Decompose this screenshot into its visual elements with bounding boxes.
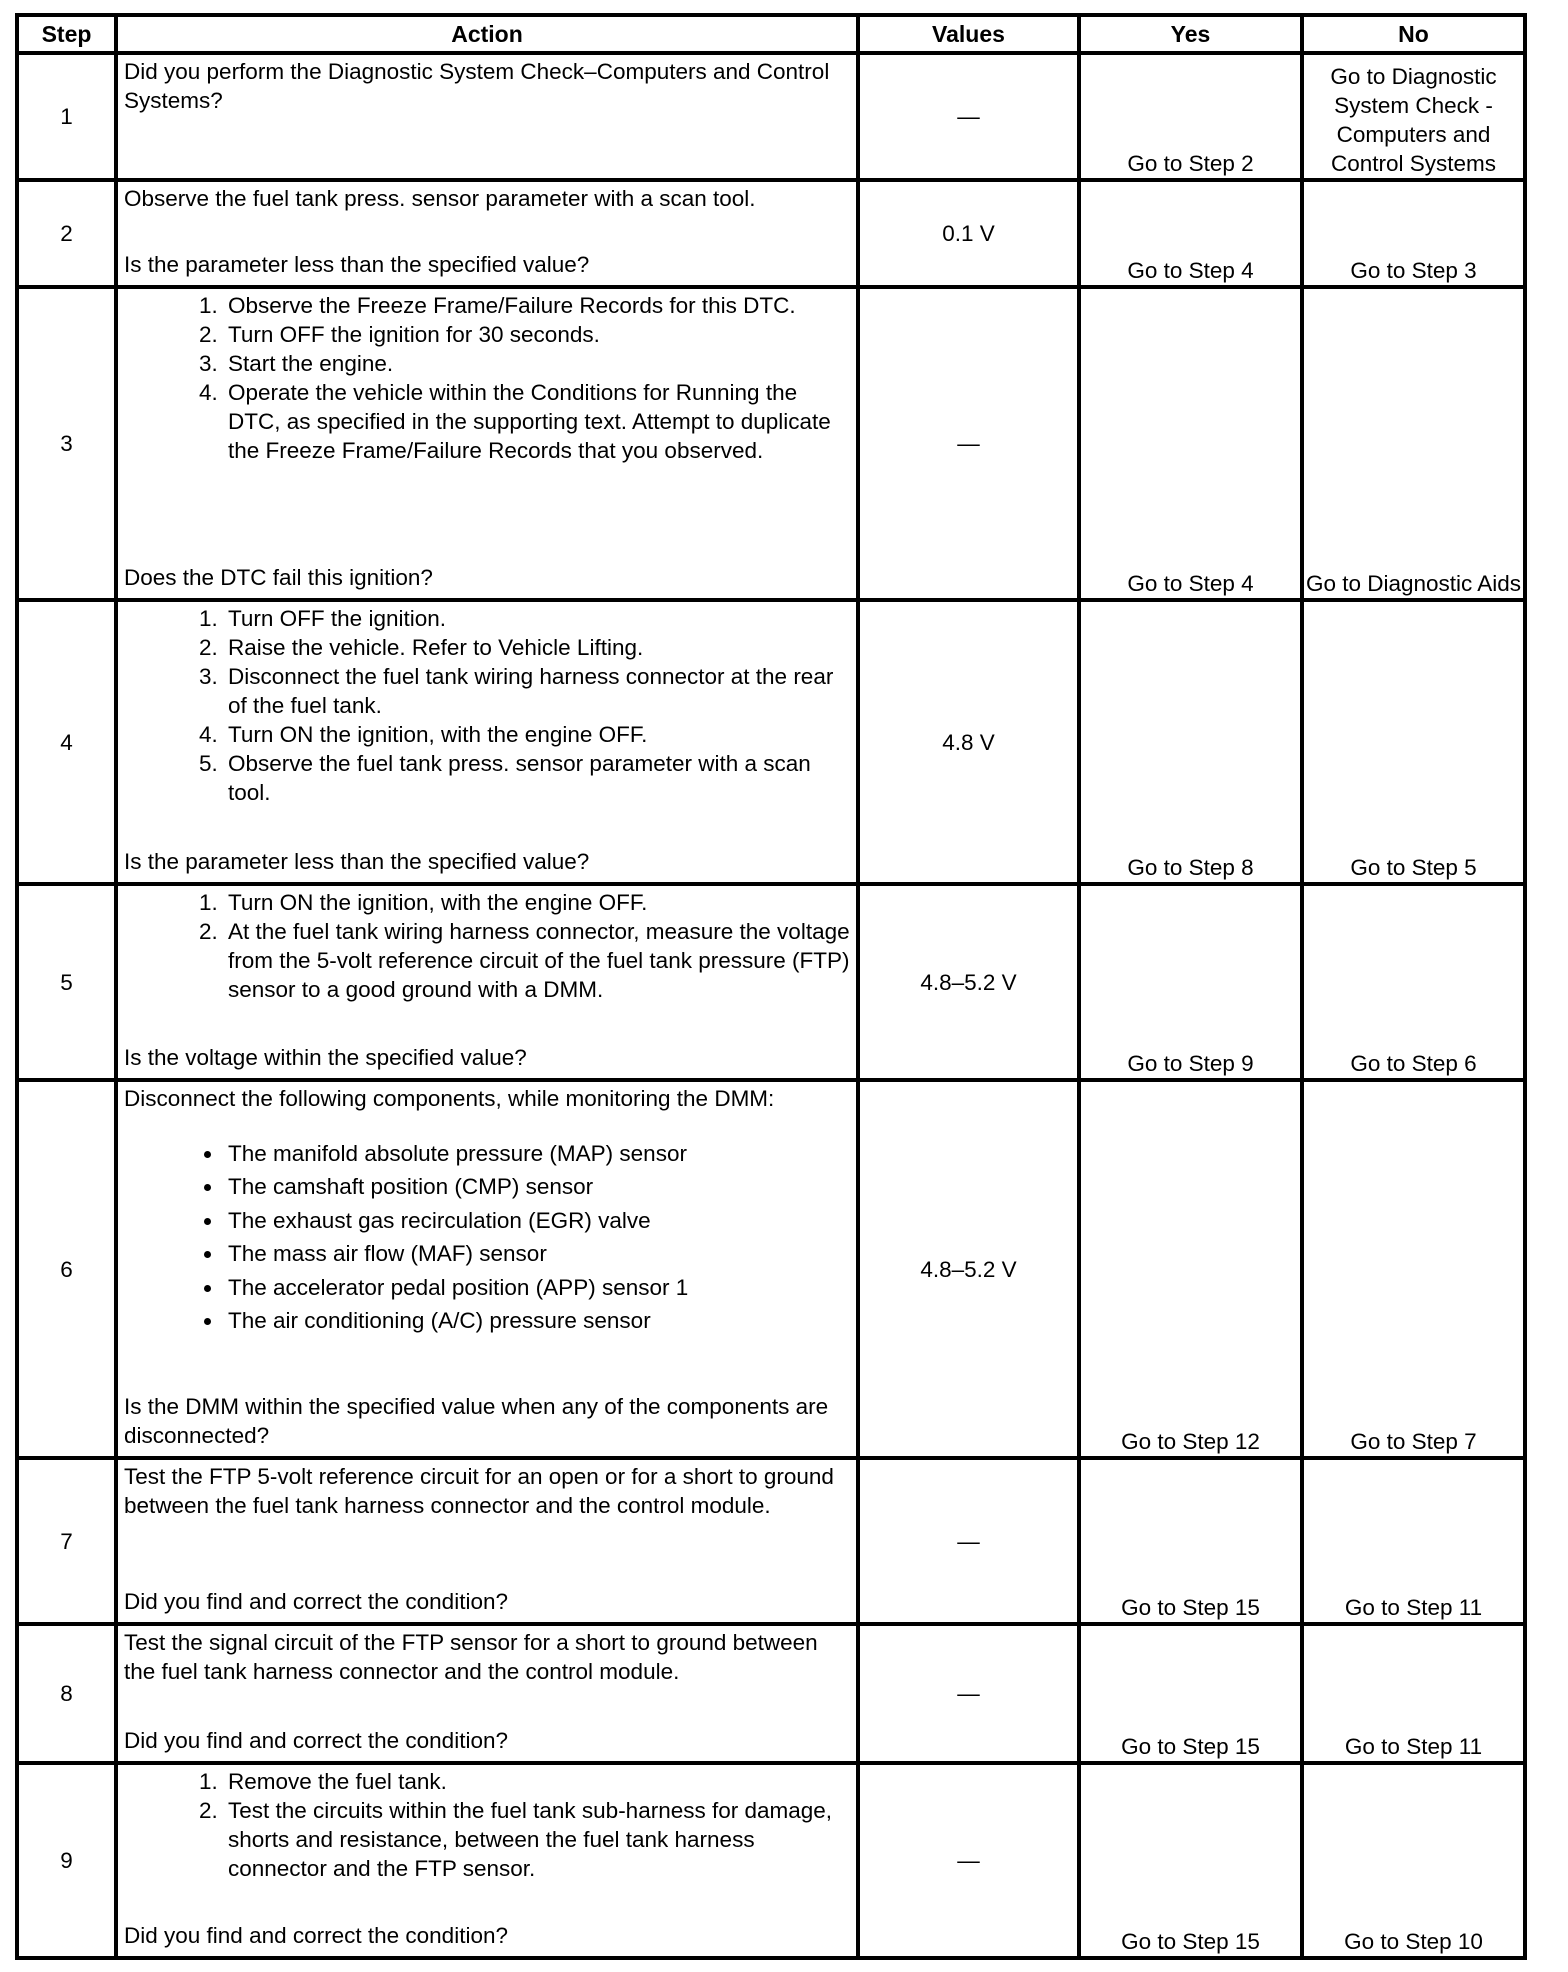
header-step: Step: [17, 15, 116, 53]
component-item: • The accelerator pedal position (APP) sensor 1: [224, 1271, 850, 1304]
action-content: [118, 1765, 856, 1952]
no-result: Go to Step 11: [1302, 1458, 1525, 1624]
action-content: [118, 1460, 856, 1618]
no-result: Go to Diagnostic Aids: [1302, 287, 1525, 600]
table-row: [17, 884, 1525, 1080]
action-question: Did you find and correct the condition?: [124, 1728, 508, 1753]
action-intro: Test the signal circuit of the FTP sensor for a short to ground between the fuel tank harness connector and the control module.: [124, 1630, 818, 1684]
component-item: • The manifold absolute pressure (MAP) sensor: [224, 1137, 850, 1170]
action-cell: [116, 1080, 858, 1458]
header-no: No: [1302, 15, 1525, 53]
numbered-step: 3. Disconnect the fuel tank wiring harness connector at the rear of the fuel tank.: [224, 662, 850, 720]
action-question: Did you find and correct the condition?: [124, 1589, 508, 1614]
action-instructions: [124, 57, 850, 115]
spec-value: —: [858, 1624, 1079, 1763]
action-content: [118, 1082, 856, 1452]
action-cell: [116, 287, 858, 600]
action-instructions: [124, 604, 850, 807]
no-result: Go to Step 7: [1302, 1080, 1525, 1458]
spec-value: 0.1 V: [858, 180, 1079, 287]
table-row: [17, 287, 1525, 600]
numbered-step: 5. Observe the fuel tank press. sensor parameter with a scan tool.: [224, 749, 850, 807]
numbered-steps: [124, 291, 850, 465]
action-question: Does the DTC fail this ignition?: [124, 565, 433, 590]
table-row: [17, 1763, 1525, 1958]
numbered-step: 1. Turn ON the ignition, with the engine OFF.: [224, 888, 850, 917]
action-cell: [116, 53, 858, 180]
no-result: Go to Step 5: [1302, 600, 1525, 884]
yes-result: Go to Step 15: [1079, 1458, 1302, 1624]
table-row: [17, 600, 1525, 884]
numbered-steps: [124, 1767, 850, 1883]
yes-result: Go to Step 8: [1079, 600, 1302, 884]
action-instructions: [124, 1628, 850, 1686]
spec-value: 4.8 V: [858, 600, 1079, 884]
action-content: [118, 55, 856, 174]
component-list: [124, 1137, 850, 1337]
step-number: 3: [17, 287, 116, 600]
action-instructions: [124, 1084, 850, 1363]
numbered-step: 1. Turn OFF the ignition.: [224, 604, 850, 633]
table-row: [17, 180, 1525, 287]
action-instructions: [124, 291, 850, 465]
step-number: 7: [17, 1458, 116, 1624]
no-result: Go to Step 6: [1302, 884, 1525, 1080]
action-instructions: [124, 1462, 850, 1520]
spec-value: —: [858, 53, 1079, 180]
step-number: 1: [17, 53, 116, 180]
header-row: [17, 15, 1525, 53]
table-row: [17, 1624, 1525, 1763]
no-result: Go to Step 10: [1302, 1763, 1525, 1958]
numbered-step: 1. Remove the fuel tank.: [224, 1767, 850, 1796]
action-question: Is the voltage within the specified value?: [124, 1045, 527, 1070]
numbered-step: 2. Turn OFF the ignition for 30 seconds.: [224, 320, 850, 349]
yes-result: Go to Step 4: [1079, 180, 1302, 287]
action-cell: [116, 1458, 858, 1624]
action-instructions: [124, 1767, 850, 1883]
action-content: [118, 289, 856, 594]
action-cell: [116, 1624, 858, 1763]
numbered-step: 4. Turn ON the ignition, with the engine OFF.: [224, 720, 850, 749]
action-content: [118, 886, 856, 1074]
action-cell: [116, 884, 858, 1080]
action-intro: Observe the fuel tank press. sensor parameter with a scan tool.: [124, 186, 756, 211]
action-content: [118, 602, 856, 878]
no-result: Go to Diagnostic System Check - Computers and Control Systems: [1302, 53, 1525, 180]
action-question: Is the parameter less than the specified value?: [124, 849, 590, 874]
step-number: 6: [17, 1080, 116, 1458]
component-item: • The air conditioning (A/C) pressure sensor: [224, 1304, 850, 1337]
step-number: 4: [17, 600, 116, 884]
numbered-step: 2. At the fuel tank wiring harness connector, measure the voltage from the 5-volt reference circuit of the fuel tank pressure (FTP) sensor to a good ground with a DMM.: [224, 917, 850, 1004]
yes-result: Go to Step 12: [1079, 1080, 1302, 1458]
yes-result: Go to Step 15: [1079, 1763, 1302, 1958]
numbered-step: 2. Test the circuits within the fuel tank sub-harness for damage, shorts and resistance, between the fuel tank harness connector and the FTP sensor.: [224, 1796, 850, 1883]
action-question: Did you find and correct the condition?: [124, 1923, 508, 1948]
numbered-step: 4. Operate the vehicle within the Conditions for Running the DTC, as specified in the supporting text. Attempt to duplicate the Freeze Frame/Failure Records that you observed.: [224, 378, 850, 465]
numbered-step: 2. Raise the vehicle. Refer to Vehicle Lifting.: [224, 633, 850, 662]
no-result: Go to Step 11: [1302, 1624, 1525, 1763]
step-number: 9: [17, 1763, 116, 1958]
component-item: • The camshaft position (CMP) sensor: [224, 1170, 850, 1203]
action-intro: Did you perform the Diagnostic System Check–Computers and Control Systems?: [124, 59, 830, 113]
numbered-step: 3. Start the engine.: [224, 349, 850, 378]
action-intro: Test the FTP 5-volt reference circuit for an open or for a short to ground between the fuel tank harness connector and the control module.: [124, 1464, 834, 1518]
header-values: Values: [858, 15, 1079, 53]
action-cell: [116, 180, 858, 287]
spec-value: —: [858, 287, 1079, 600]
diagnostic-table: [15, 13, 1527, 1960]
action-cell: [116, 600, 858, 884]
yes-result: Go to Step 2: [1079, 53, 1302, 180]
action-content: [118, 182, 856, 281]
header-action: Action: [116, 15, 858, 53]
step-number: 2: [17, 180, 116, 287]
table-row: [17, 53, 1525, 180]
yes-result: Go to Step 9: [1079, 884, 1302, 1080]
action-content: [118, 1626, 856, 1757]
numbered-step: 1. Observe the Freeze Frame/Failure Records for this DTC.: [224, 291, 850, 320]
spec-value: —: [858, 1458, 1079, 1624]
numbered-steps: [124, 604, 850, 807]
action-instructions: [124, 888, 850, 1004]
component-item: • The exhaust gas recirculation (EGR) valve: [224, 1204, 850, 1237]
action-cell: [116, 1763, 858, 1958]
yes-result: Go to Step 15: [1079, 1624, 1302, 1763]
component-item: • The mass air flow (MAF) sensor: [224, 1237, 850, 1270]
numbered-steps: [124, 888, 850, 1004]
spec-value: 4.8–5.2 V: [858, 1080, 1079, 1458]
yes-result: Go to Step 4: [1079, 287, 1302, 600]
action-question: Is the DMM within the specified value when any of the components are disconnected?: [124, 1394, 829, 1448]
spec-value: 4.8–5.2 V: [858, 884, 1079, 1080]
table-row: [17, 1080, 1525, 1458]
step-number: 5: [17, 884, 116, 1080]
action-intro: Disconnect the following components, while monitoring the DMM:: [124, 1086, 775, 1111]
spec-value: —: [858, 1763, 1079, 1958]
table-row: [17, 1458, 1525, 1624]
no-result: Go to Step 3: [1302, 180, 1525, 287]
action-question: Is the parameter less than the specified value?: [124, 252, 590, 277]
action-instructions: [124, 184, 850, 213]
step-number: 8: [17, 1624, 116, 1763]
header-yes: Yes: [1079, 15, 1302, 53]
